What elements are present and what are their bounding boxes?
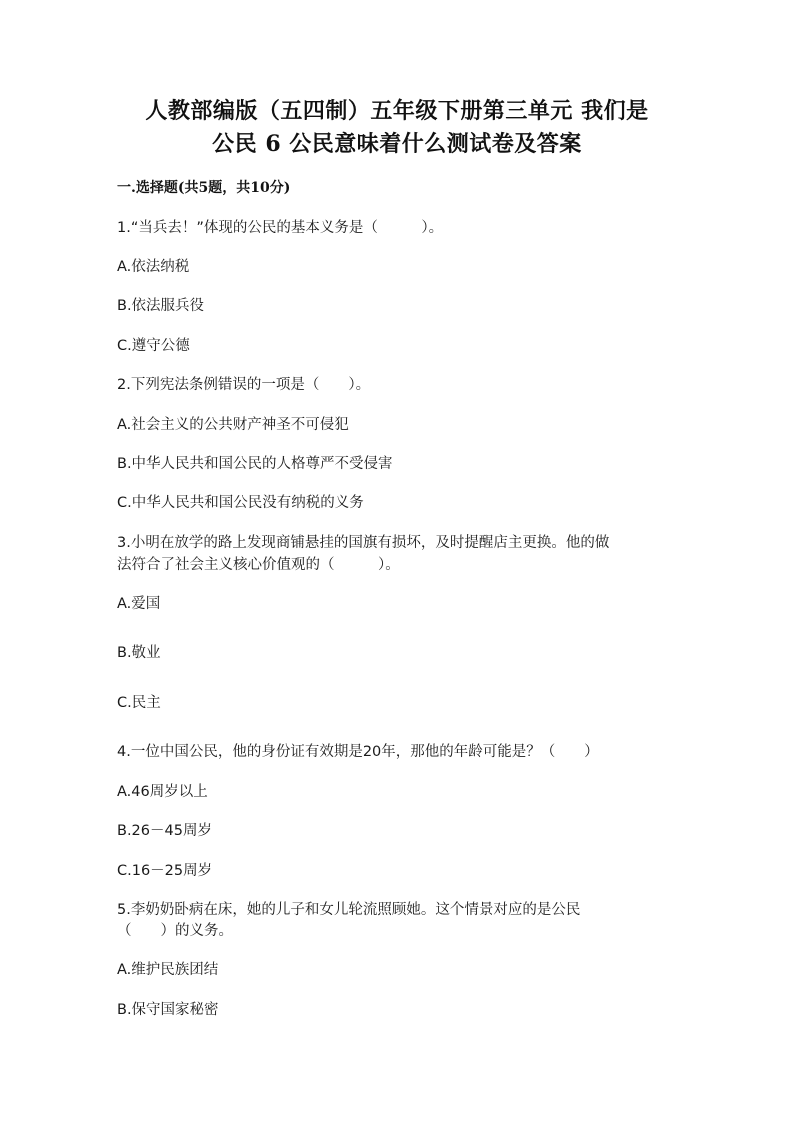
section-heading: 一.选择题(共5题，共10分) xyxy=(117,180,291,196)
question-3-option-b: B.敬业 xyxy=(117,645,161,661)
question-2-stem: 2.下列宪法条例错误的一项是（ ）。 xyxy=(117,377,371,393)
question-1-option-c: C.遵守公德 xyxy=(117,338,190,354)
question-3-stem-line-2: 法符合了社会主义核心价值观的（ ）。 xyxy=(117,557,400,573)
question-3-option-a: A.爱国 xyxy=(117,596,161,612)
question-1-stem: 1.“当兵去！”体现的公民的基本义务是（ ）。 xyxy=(117,220,444,236)
question-3-option-c: C.民主 xyxy=(117,695,161,711)
question-4-stem: 4.一位中国公民，他的身份证有效期是20年，那他的年龄可能是？（ ） xyxy=(117,744,599,760)
question-1-option-a: A.依法纳税 xyxy=(117,259,190,275)
document-title-line-1: 人教部编版（五四制）五年级下册第三单元 我们是 xyxy=(145,98,649,124)
question-4-option-c: C.16－25周岁 xyxy=(117,863,213,879)
question-3-stem-line-1: 3.小明在放学的路上发现商铺悬挂的国旗有损坏，及时提醒店主更换。他的做 xyxy=(117,535,610,551)
question-5-option-a: A.维护民族团结 xyxy=(117,962,219,978)
question-5-option-b: B.保守国家秘密 xyxy=(117,1002,219,1018)
question-4-option-a: A.46周岁以上 xyxy=(117,784,208,800)
question-2-option-b: B.中华人民共和国公民的人格尊严不受侵害 xyxy=(117,456,393,472)
question-5-stem-line-1: 5.李奶奶卧病在床，她的儿子和女儿轮流照顾她。这个情景对应的是公民 xyxy=(117,902,581,918)
question-2-option-a: A.社会主义的公共财产神圣不可侵犯 xyxy=(117,417,349,433)
question-1-option-b: B.依法服兵役 xyxy=(117,298,205,314)
question-4-option-b: B.26－45周岁 xyxy=(117,823,212,839)
question-5-stem-line-2: （ ）的义务。 xyxy=(117,923,233,939)
question-2-option-c: C.中华人民共和国公民没有纳税的义务 xyxy=(117,495,364,511)
document-title-line-2: 公民 6 公民意味着什么测试卷及答案 xyxy=(212,131,582,157)
